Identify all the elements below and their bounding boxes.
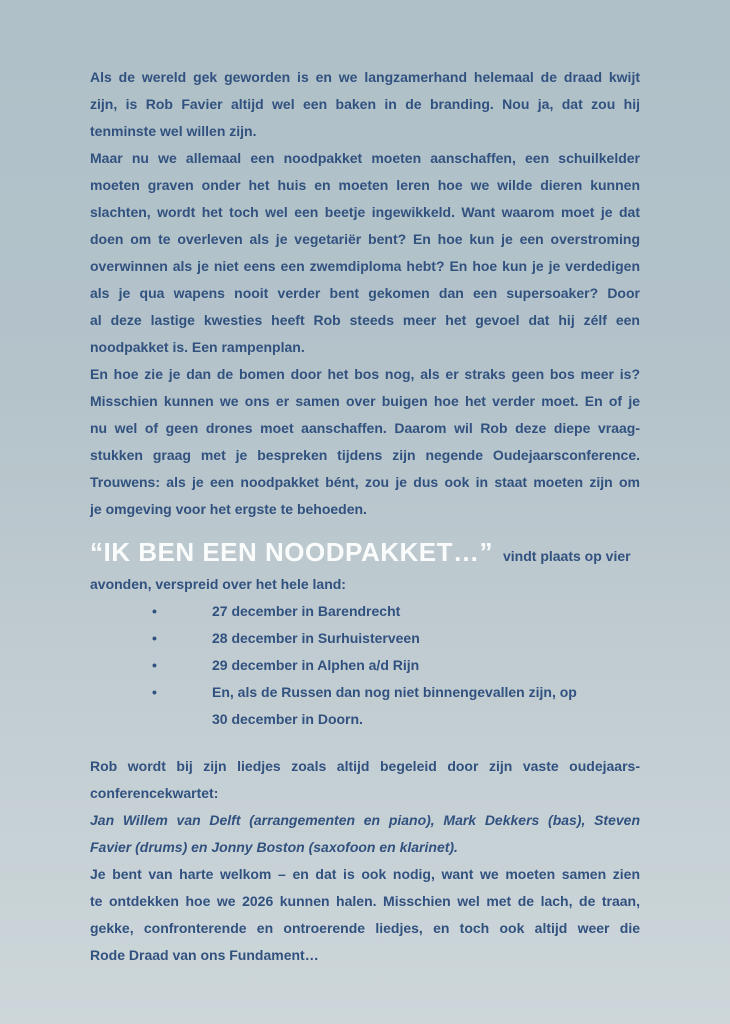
event-heading <box>90 533 640 571</box>
text-line: conferencekwartet: <box>90 785 219 801</box>
list-item <box>90 625 640 652</box>
text-line: zijn, is Rob Favier altijd wel een baken in de branding. Nou ja, dat zou hij <box>90 96 640 112</box>
text-line: nu wel of geen drones moet aanschaffen. Daarom wil Rob deze diepe vraag- <box>90 420 640 436</box>
list-item-label: 27 december in Barendrecht <box>212 603 401 619</box>
list-item <box>90 706 640 733</box>
text-line: stukken graag met je bespreken tijdens zijn negende Oudejaarsconference. <box>90 447 640 463</box>
list-item <box>90 679 640 706</box>
text-line: overwinnen als je niet eens een zwemdiploma hebt? En hoe kun je je verdedigen <box>90 258 640 274</box>
bullet-icon: • <box>152 603 157 619</box>
text-line: En hoe zie je dan de bomen door het bos nog, als er straks geen bos meer is? <box>90 366 640 382</box>
list-item <box>90 652 640 679</box>
bullet-icon: • <box>152 630 157 646</box>
intro-paragraphs <box>90 64 640 523</box>
bullet-icon: • <box>152 684 157 700</box>
list-item-label: 29 december in Alphen a/d Rijn <box>212 657 420 673</box>
text-line: te ontdekken hoe we 2026 kunnen halen. Misschien wel met de lach, de traan, <box>90 893 640 909</box>
text-line: als je qua wapens nooit verder bent gekomen dan een supersoaker? Door <box>90 285 640 301</box>
list-item-label: 30 december in Doorn. <box>212 711 363 727</box>
text-line: Maar nu we allemaal een noodpakket moeten aanschaffen, een schuilkelder <box>90 150 640 166</box>
text-line: al deze lastige kwesties heeft Rob steeds meer het gevoel dat hij zélf een <box>90 312 640 328</box>
text-line: gekke, confronterende en ontroerende liedjes, en toch ook altijd weer die <box>90 920 640 936</box>
text-line: Trouwens: als je een noodpakket bént, zou je dus ook in staat moeten zijn om <box>90 474 640 490</box>
list-item-label: En, als de Russen dan nog niet binnengevallen zijn, op <box>212 684 577 700</box>
event-subtitle: avonden, verspreid over het hele land: <box>90 576 346 592</box>
event-title-suffix: vindt plaats op vier <box>503 548 631 564</box>
text-line: Misschien kunnen we ons er samen over buigen hoe het verder moet. En of je <box>90 393 640 409</box>
text-line: je omgeving voor het ergste te behoeden. <box>90 501 367 517</box>
list-item-label: 28 december in Surhuisterveen <box>212 630 420 646</box>
band-credits-line: Favier (drums) en Jonny Boston (saxofoon en klarinet). <box>90 839 458 855</box>
text-line: moeten graven onder het huis en moeten leren hoe we wilde dieren kunnen <box>90 177 640 193</box>
text-line: noodpakket is. Een rampenplan. <box>90 339 305 355</box>
list-item <box>90 598 640 625</box>
outro-paragraphs <box>90 753 640 969</box>
text-line: Rode Draad van ons Fundament… <box>90 947 319 963</box>
text-line: doen om te overleven als je vegetariër bent? En hoe kun je een overstroming <box>90 231 640 247</box>
bullet-icon: • <box>152 657 157 673</box>
text-line: Als de wereld gek geworden is en we langzamerhand helemaal de draad kwijt <box>90 69 640 85</box>
text-line: Je bent van harte welkom – en dat is ook nodig, want we moeten samen zien <box>90 866 640 882</box>
band-credits-line: Jan Willem van Delft (arrangementen en piano), Mark Dekkers (bas), Steven <box>90 812 640 828</box>
event-title: “IK BEN EEN NOODPAKKET…” <box>90 537 493 567</box>
text-line: tenminste wel willen zijn. <box>90 123 257 139</box>
text-line: slachten, wordt het toch wel een beetje ingewikkeld. Want waarom moet je dat <box>90 204 640 220</box>
dates-list <box>90 598 640 733</box>
text-line: Rob wordt bij zijn liedjes zoals altijd begeleid door zijn vaste oudejaars- <box>90 758 640 774</box>
